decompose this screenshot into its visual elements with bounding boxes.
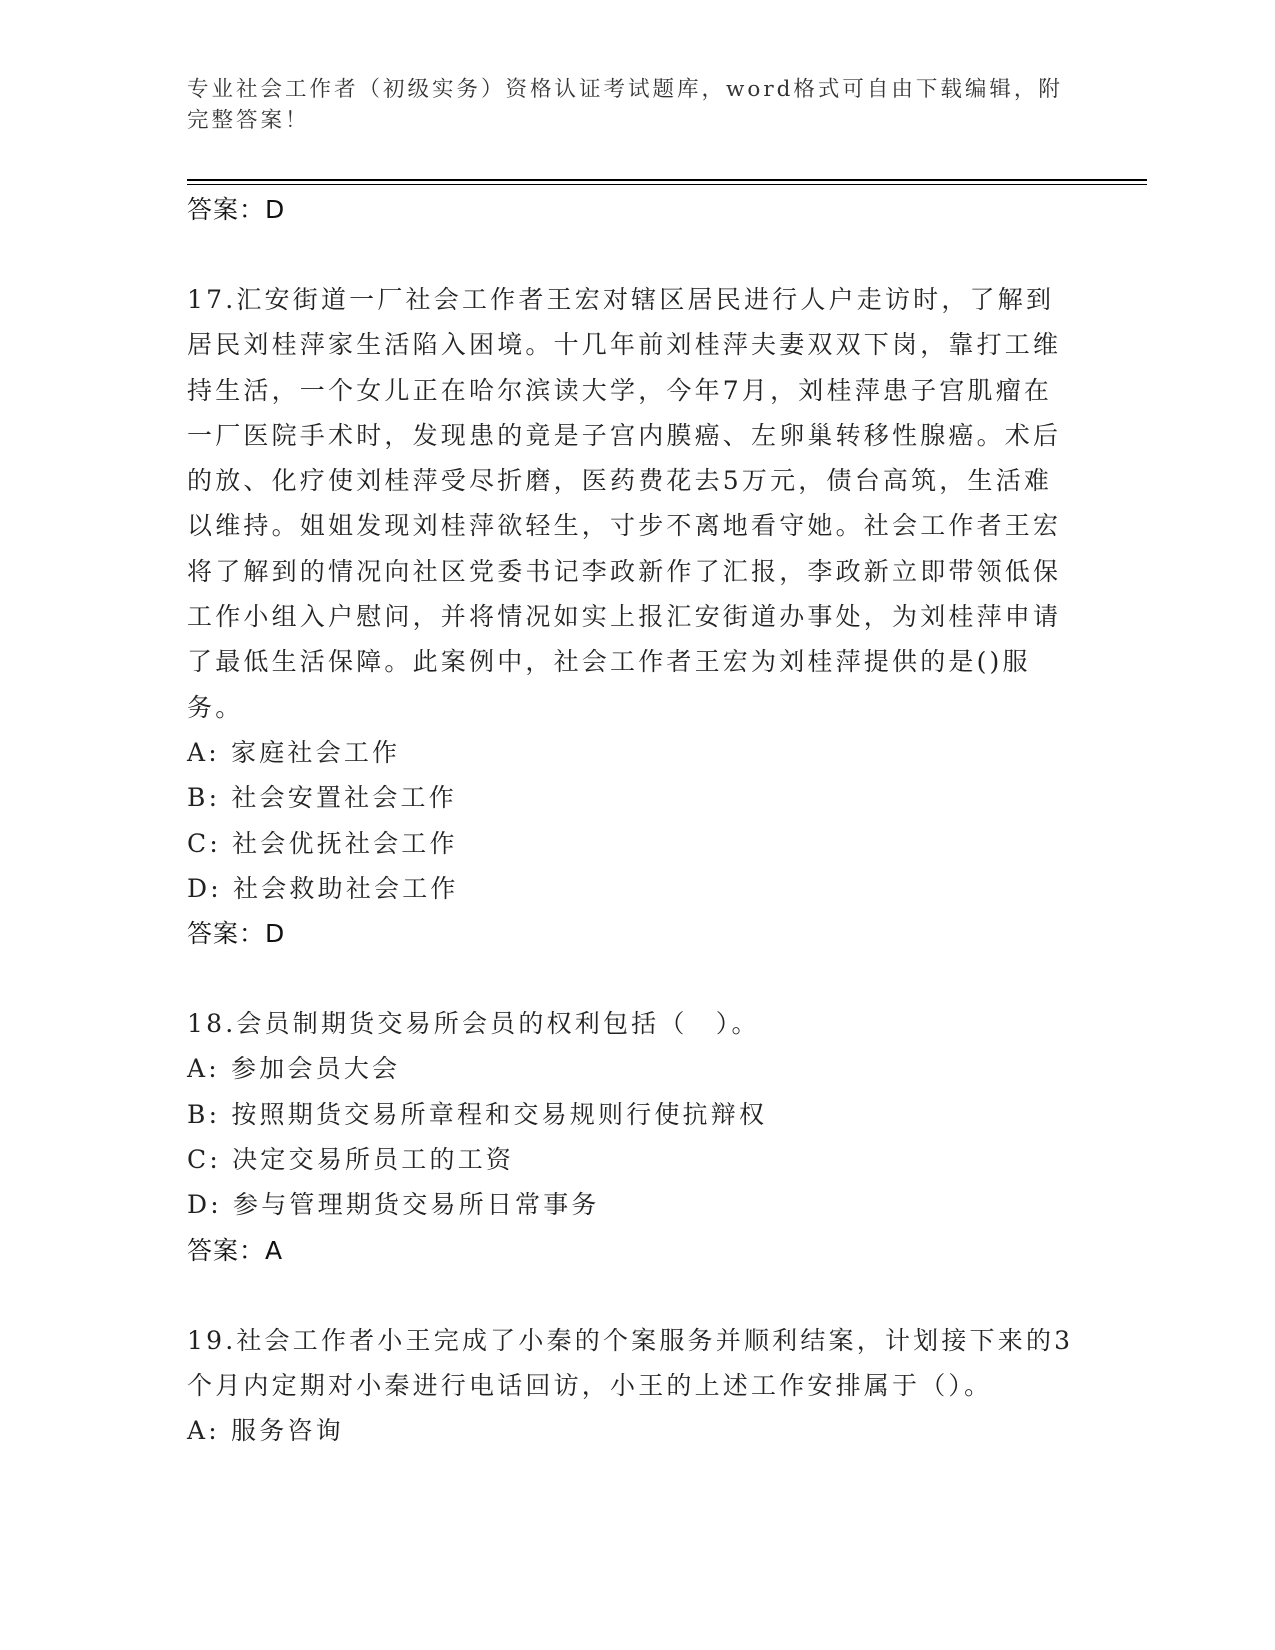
option-c: C: 社会优抚社会工作 [187,828,458,858]
question-stem: 17.汇安街道一厂社会工作者王宏对辖区居民进行人户走访时，了解到居民刘桂萍家生活陷入困境。十几年前刘桂萍夫妻双双下岗，靠打工维持生活，一个女儿正在哈尔滨读大学，今年7月，刘桂萍患子宫肌瘤在一厂医院手术时，发现患的竟是子宫内膜癌、左卵巢转移性腺癌。术后的放、化疗使刘桂萍受尽折磨，医药费花去5万元，债台高筑，生活难以维持。姐姐发现刘桂萍欲轻生，寸步不离地看守她。社会工作者王宏将了解到的情况向社区党委书记李政新作了汇报，李政新立即带领低保工作小组入户慰问，并将情况如实上报汇安街道办事处，为刘桂萍申请了最低生活保障。此案例中，社会工作者王宏为刘桂萍提供的是()服务。 [187,285,1062,722]
option-a: A: 服务咨询 [187,1416,344,1446]
option-list [187,730,1077,911]
option-list [187,1046,1077,1227]
question-answer: 答案：A [187,1235,284,1265]
option-c: C: 决定交易所员工的工资 [187,1145,515,1175]
option-b: B: 按照期货交易所章程和交易规则行使抗辩权 [187,1099,768,1129]
option-b: B: 社会安置社会工作 [187,783,457,813]
header-text: 专业社会工作者（初级实务）资格认证考试题库，word格式可自由下载编辑，附完整答案！ [187,77,1063,133]
option-a: A: 家庭社会工作 [187,737,401,767]
option-d: D: 社会救助社会工作 [187,873,459,903]
question-answer: 答案：D [187,919,286,949]
spacer [187,1274,1077,1318]
question-19 [187,1318,1077,1454]
question-stem: 19.社会工作者小王完成了小秦的个案服务并顺利结案，计划接下来的3个月内定期对小秦进行电话回访，小王的上述工作安排属于（）。 [187,1325,1074,1400]
page-header [187,74,1067,136]
header-divider-thin [187,184,1147,185]
spacer [187,233,1077,277]
question-18 [187,1001,1077,1273]
spacer [187,957,1077,1001]
option-d: D: 参与管理期货交易所日常事务 [187,1190,600,1220]
previous-answer: 答案：D [187,195,286,224]
option-a: A: 参加会员大会 [187,1054,401,1084]
question-17 [187,277,1077,957]
header-divider-thick [187,179,1147,181]
option-list [187,1408,1077,1453]
document-body [187,187,1077,1454]
question-stem: 18.会员制期货交易所会员的权利包括（ ）。 [187,1009,760,1039]
